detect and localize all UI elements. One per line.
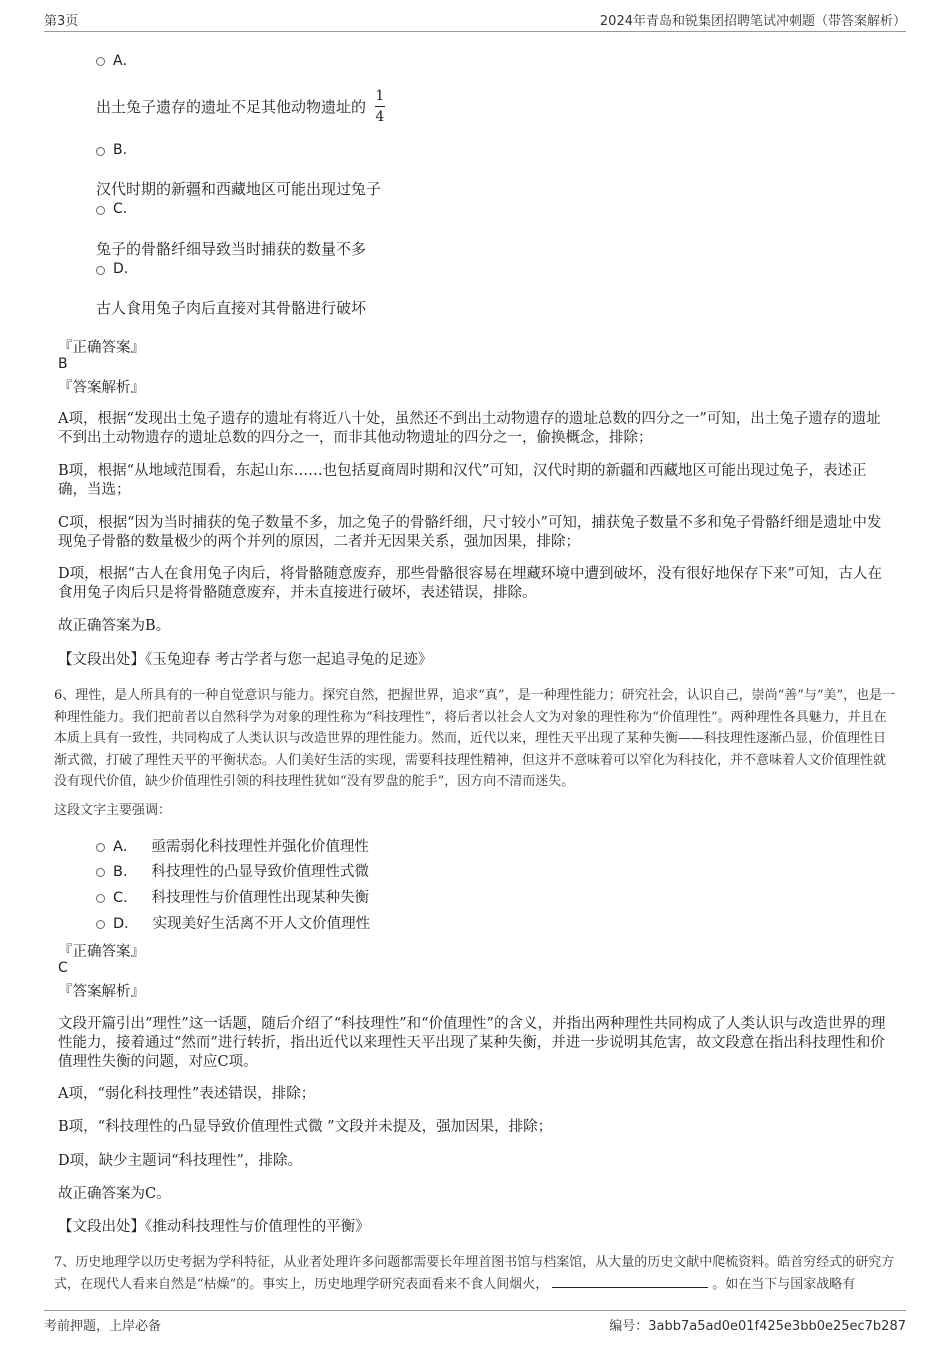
q5-option-b-text: 汉代时期的新疆和西藏地区可能出现过兔子: [96, 180, 382, 198]
page-header: [44, 0, 906, 32]
q6-option-a[interactable]: A． 亟需弱化科技理性并强化价值理性: [96, 835, 369, 856]
analysis-paragraph: 文段开篇引出“理性”这一话题，随后介绍了“科技理性”和“价值理性”的含义，并指出两种理性共同构成了人类认识与改造世界的理性能力，接着通过“然而”进行转折，指出近代以来理性天平出现了某种失衡，并进一步说明其危害，故文段意在指出科技理性和价值理性失衡的问题，对应C项。: [58, 1016, 886, 1070]
option-letter: B.: [113, 142, 128, 158]
radio-icon[interactable]: [96, 206, 105, 215]
question-stem: 6、理性，是人所具有的一种自觉意识与能力。探究自然，把握世界，追求“真”，是一种理性能力；研究社会，认识自己，崇尚“善”与“美”，也是一种理性能力。我们把前者以自然科学为对象的理性称为“科技理性”，将后者以社会人文为对象的理性称为“价值理性”。两种理性各具魅力，并且在本质上具有一致性，共同构成了人类认识与改造世界的理性能力。然而，近代以来，理性天平出现了某种失衡——科技理性逐渐凸显，价值理性日渐式微，打破了理性天平的平衡状态。人们美好生活的实现，需要科技理性精神，但这并不意味着可以窄化为科技化，并不意味着人文价值理性就没有现代价值，缺少价值理性引领的科技理性犹如“没有罗盘的舵手”，因方向不清而迷失。: [54, 688, 896, 789]
radio-icon[interactable]: [96, 843, 105, 852]
q5-option-b[interactable]: [96, 142, 127, 158]
radio-icon[interactable]: [96, 147, 105, 156]
analysis-paragraph: B项，根据“从地域范围看，东起山东……也包括夏商周时期和汉代”可知，汉代时期的新疆和西藏地区可能出现过兔子，表述正确，当选；: [58, 463, 867, 498]
analysis-paragraph: B项，“科技理性的凸显导致价值理性式微 ”文段并未提及，强加因果，排除；: [58, 1119, 553, 1135]
q5-option-c-text: 兔子的骨骼纤细导致当时捕获的数量不多: [96, 240, 367, 258]
correct-answer: B: [58, 356, 68, 372]
source-citation: 【文段出处】《玉兔迎春 考古学者与您一起追寻兔的足迹》: [58, 652, 433, 668]
radio-icon[interactable]: [96, 868, 105, 877]
source-citation: 【文段出处】《推动科技理性与价值理性的平衡》: [58, 1219, 370, 1235]
radio-icon[interactable]: [96, 920, 105, 929]
fill-in-blank[interactable]: [552, 1275, 708, 1288]
analysis-paragraph: D项，缺少主题词“科技理性”，排除。: [58, 1153, 302, 1169]
correct-answer: C: [58, 960, 68, 976]
page-footer: [44, 1310, 906, 1340]
analysis-paragraph: A项，“弱化科技理性”表述错误，排除；: [58, 1086, 316, 1102]
answer-label: 『正确答案』: [58, 340, 145, 356]
q6-option-b[interactable]: B． 科技理性的凸显导致价值理性式微: [96, 860, 369, 881]
analysis-label: 『答案解析』: [58, 380, 145, 396]
answer-label: 『正确答案』: [58, 944, 145, 960]
option-letter: C.: [113, 201, 128, 217]
document-title: 2024年青岛和锐集团招聘笔试冲刺题（带答案解析）: [599, 14, 906, 29]
q5-option-a-text: 出土兔子遗存的遗址不足其他动物遗址的 $\frac{1}{4}$: [96, 88, 385, 125]
analysis-conclusion: 故正确答案为C。: [58, 1186, 171, 1202]
radio-icon[interactable]: [96, 894, 105, 903]
fraction: $\frac{1}{4}$: [375, 88, 385, 125]
footer-slogan: 考前押题，上岸必备: [44, 1319, 162, 1334]
radio-icon[interactable]: [96, 266, 105, 275]
question-prompt: 这段文字主要强调：: [54, 803, 172, 818]
q5-option-c[interactable]: [96, 201, 127, 217]
option-letter: D.: [113, 261, 129, 277]
analysis-conclusion: 故正确答案为B。: [58, 618, 171, 634]
analysis-paragraph: C项，根据“因为当时捕获的兔子数量不多，加之兔子的骨骼纤细，尺寸较小”可知，捕获兔子数量不多和兔子骨骼纤细是遗址中发现兔子骨骼的数量极少的两个并列的原因，二者并无因果关系，强加因果，排除；: [58, 515, 882, 550]
q5-option-d-text: 古人食用兔子肉后直接对其骨骼进行破坏: [96, 299, 367, 317]
page-number: 第3页: [44, 14, 79, 29]
document-id: 编号：3abb7a5ad0e01f425e3bb0e25ec7b287: [609, 1319, 906, 1334]
q6-option-d[interactable]: D． 实现美好生活离不开人文价值理性: [96, 912, 370, 933]
question-stem: 7、历史地理学以历史考据为学科特征，从业者处理许多问题都需要长年埋首图书馆与档案馆，从大量的历史文献中爬梳资料。皓首穷经式的研究方式，在现代人看来自然是“枯燥”的。事实上，历史地理学研究表面看来不食人间烟火， 。如在当下与国家战略有: [54, 1255, 895, 1292]
q6-option-c[interactable]: C． 科技理性与价值理性出现某种失衡: [96, 886, 369, 907]
radio-icon[interactable]: [96, 57, 105, 66]
analysis-paragraph: D项，根据“古人在食用兔子肉后，将骨骼随意废弃，那些骨骼很容易在埋藏环境中遭到破坏，没有很好地保存下来”可知，古人在食用兔子肉后只是将骨骼随意废弃，并未直接进行破坏，表述错误，排除。: [58, 566, 882, 601]
q5-option-d[interactable]: [96, 261, 128, 277]
analysis-label: 『答案解析』: [58, 984, 145, 1000]
q5-option-a[interactable]: [96, 50, 137, 70]
option-letter: A．: [113, 53, 137, 69]
analysis-paragraph: A项，根据“发现出土兔子遗存的遗址有将近八十处，虽然还不到出土动物遗存的遗址总数的四分之一”可知，出土兔子遗存的遗址不到出土动物遗存的遗址总数的四分之一，而非其他动物遗址的四分之一，偷换概念，排除；: [58, 411, 881, 446]
